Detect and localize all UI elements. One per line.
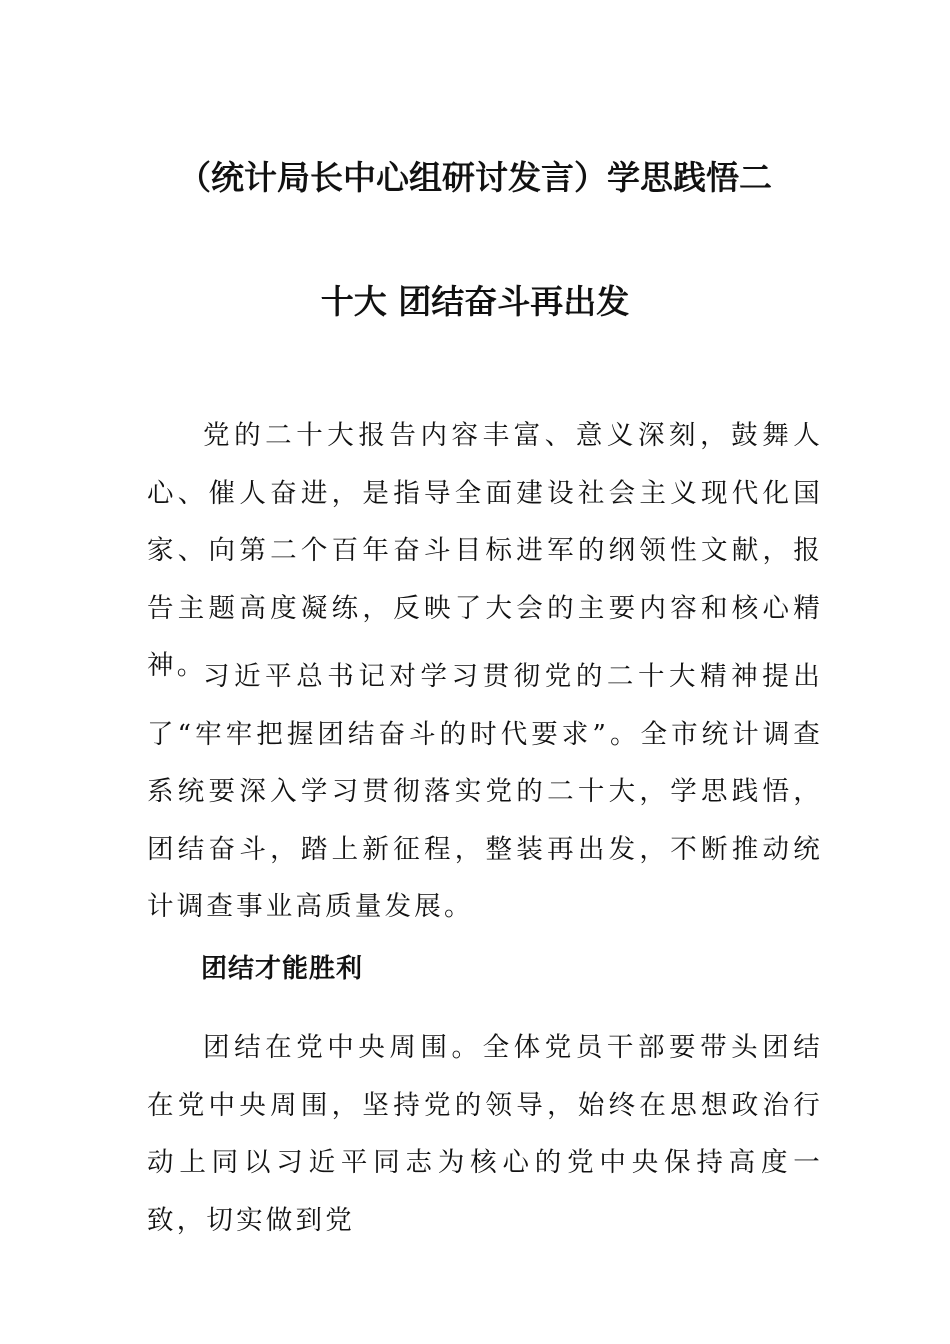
document-title-line-1: （统计局长中心组研讨发言）学思践悟二	[178, 158, 772, 197]
paragraph-section-1: 团结在党中央周围。全体党员干部要带头团结在党中央周围，坚持党的领导，始终在思想政治行动上同以习近平同志为核心的党中央保持高度一致，切实做到党	[147, 1032, 823, 1236]
section-heading: 团结才能胜利	[201, 954, 364, 984]
document-title-line-2: 十大 团结奋斗再出发	[320, 282, 630, 321]
paragraph-intro: 党的二十大报告内容丰富、意义深刻，鼓舞人心、催人奋进，是指导全面建设社会主义现代化国家、向第二个百年奋斗目标进军的纲领性文献，报告主题高度凝练，反映了大会的主要内容和核心精神。	[147, 420, 823, 681]
paragraph-requirement: 习近平总书记对学习贯彻党的二十大精神提出了“牢牢把握团结奋斗的时代要求”。全市统计调查系统要深入学习贯彻落实党的二十大，学思践悟，团结奋斗，踏上新征程，整装再出发，不断推动统计调查事业高质量发展。	[147, 661, 823, 922]
